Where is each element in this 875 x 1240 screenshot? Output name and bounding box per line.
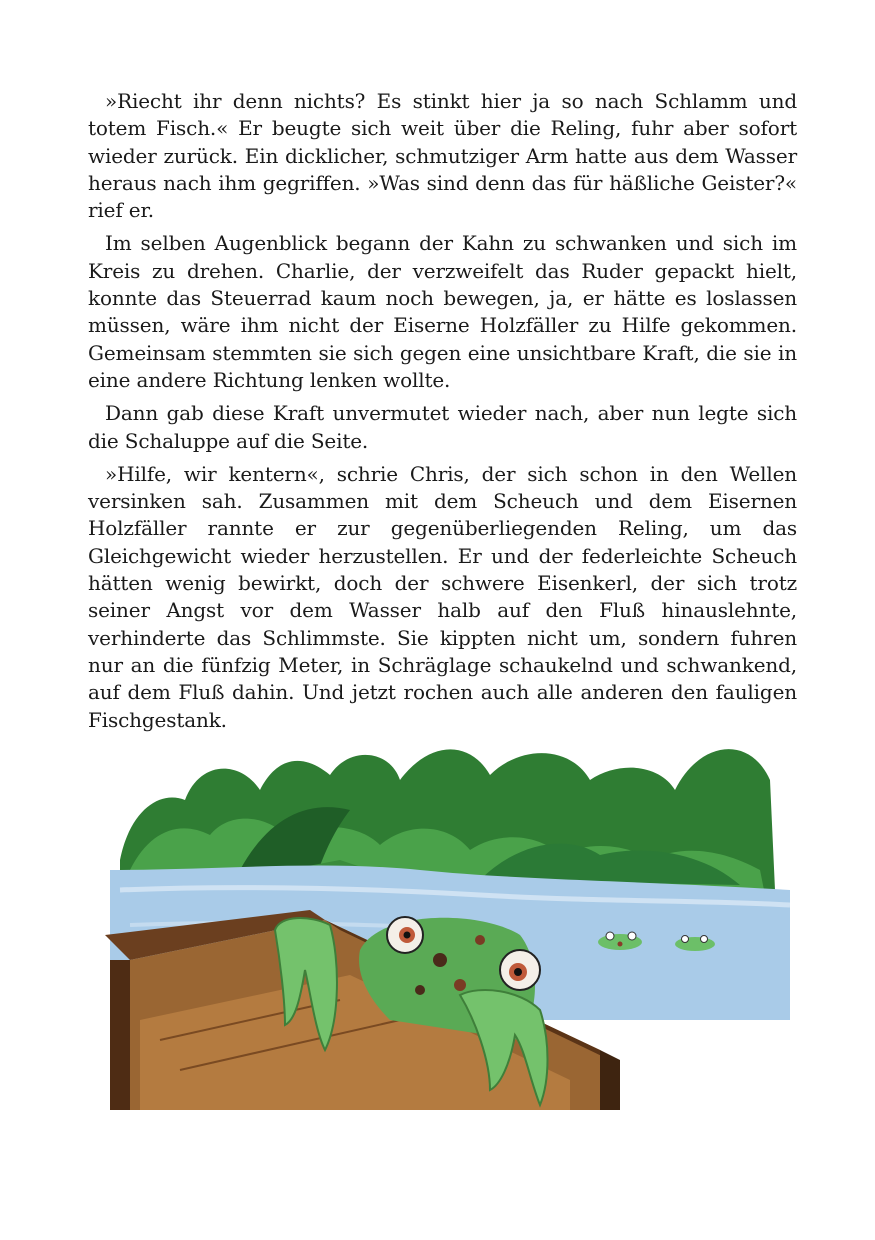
paragraph: Im selben Augenblick begann der Kahn zu schwanken und sich im Kreis zu drehen. Charlie, der verzweifelt das Ruder gepackt hielt, konnte das Steuerrad kaum noch bewegen, ja, er hätte es loslassen müssen, wäre ihm nicht der Eiserne Holzfäller zu Hilfe gekommen. Gemeinsam stemmten sie sich gegen eine unsichtbare Kraft, die sie in eine andere Richtung lenken wollte. (88, 231, 797, 392)
paragraph: »Riecht ihr denn nichts? Es stinkt hier ja so nach Schlamm und totem Fisch.« Er beugte sich weit über die Reling, fuhr aber sofort wieder zurück. Ein dicklicher, schmutziger Arm hatte aus dem Wasser heraus nach ihm gegriffen. »Was sind denn das für häßliche Geister?« rief er. (88, 89, 797, 223)
paragraph: »Hilfe, wir kentern«, schrie Chris, der sich schon in den Wellen versinken sah. Zusammen mit dem Scheuch und dem Eisernen Holzfäller rannte er zur gegenüberliegenden Reling, um das Gleichgewicht wieder herzustellen. Er und der federleichte Scheuch hätten wenig bewirkt, doch der schwere Eisenkerl, der sich trotz seiner Angst vor dem Wasser halb auf den Fluß hinauslehnte, verhinderte das Schlimmste. Sie kippten nicht um, sondern fuhren nur an die fünfzig Meter, in Schräglage schaukelnd und schwankend, auf dem Fluß dahin. Und jetzt rochen auch alle anderen den fauligen Fischgestank. (88, 461, 797, 732)
story-text (88, 88, 797, 740)
paragraph: Dann gab diese Kraft unvermutet wieder nach, aber nun legte sich die Schaluppe auf die Seite. (88, 401, 797, 453)
river-illustration (100, 720, 790, 1120)
